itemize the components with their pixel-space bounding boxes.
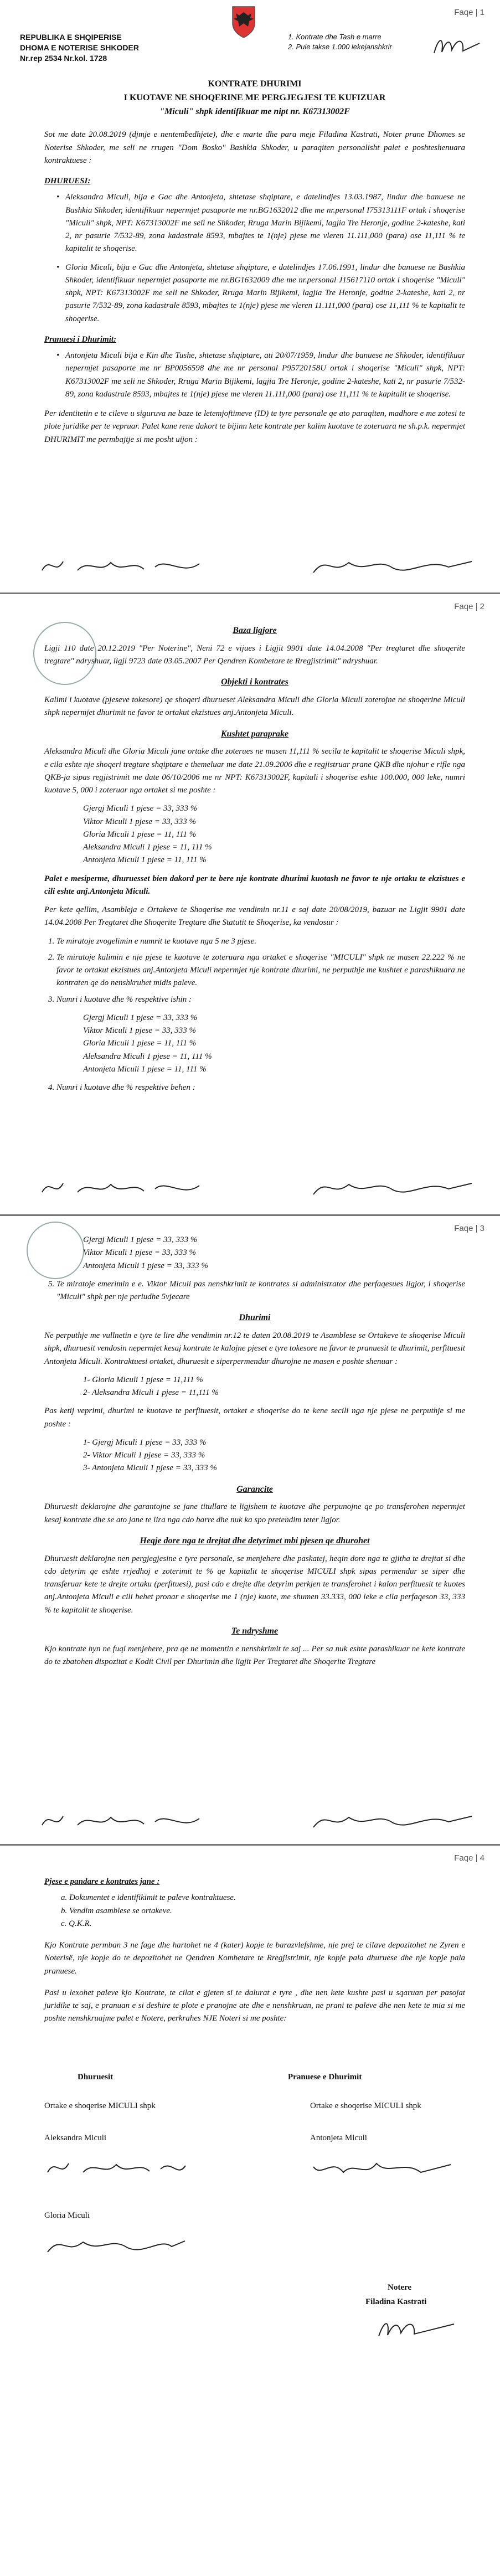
recipient-label: Pranuese e Dhurimit	[288, 2073, 362, 2082]
share-item: Gjergj Miculi 1 pjese = 33, 333 %	[83, 1235, 198, 1244]
share-item: Viktor Miculi 1 pjese = 33, 333 %	[83, 1248, 196, 1258]
share-item: Viktor Miculi 1 pjese = 33, 333 %	[83, 817, 196, 826]
attached-item: c. Q.K.R.	[61, 1919, 92, 1928]
header-note-2: 2. Pule takse 1.000 lekejanshkrir	[288, 42, 392, 51]
donor-name-2: Gloria Miculi	[44, 2211, 90, 2220]
rights-heading: Heqje dore nga te drejtat dhe detyrimet mbi pjesen qe dhurohet	[140, 1536, 370, 1545]
shares-decision-list	[83, 1012, 465, 1076]
donors-list	[56, 191, 465, 326]
intention-paragraph: Palet e mesiperme, dhuruesset bien dakord per te bere nje kontrate dhurimi kuotash ne favor te nje ortaku te ekzistues e cili eshte anj.Antonjeta Miculi.	[44, 874, 465, 896]
decision-clauses-p3	[56, 1278, 465, 1304]
changes-heading: Te ndryshme	[231, 1626, 279, 1636]
object-paragraph: Kalimi i kuotave (pjeseve tokesore) qe shoqeri dhurueset Aleksandra Miculi dhe Gloria Miculi zoterojne ne shoqerine Miculi shpk nepermjet dhurimit ne favor te ortakut ekzistues anj.Antonjeta Miculi.	[44, 695, 465, 718]
signature-aleksandra-p2	[39, 1176, 205, 1201]
clause-item: 1. Te miratoje zvogelimin e numrit te kuotave nga 5 ne 3 pjese.	[56, 935, 465, 948]
attached-heading: Pjese e pandare e kontrates jane :	[44, 1877, 160, 1886]
document-title: KONTRATE DHURIMI	[208, 79, 302, 89]
share-item: Aleksandra Miculi 1 pjese = 11, 111 %	[83, 843, 212, 852]
share-item: Gloria Miculi 1 pjese = 11, 111 %	[83, 830, 197, 839]
notary-label: Notere	[388, 2283, 412, 2292]
donor-1-item: • Aleksandra Miculi, bija e Gac dhe Antonjeta, shtetase shqiptare, e datelindjes 13.03.1987, lindur dhe banuese ne Bashkia Shkoder, identifikuar nepermjet pasaporte me nr.BG1632012 dhe me nr.personal I75313111F ortak i shoqerise "Miculi" shpk, NPT: K67313002F me seli ne Shkoder, Rruga Marin Bijikemi, lagjia Tre Heronje, godine 2-kateshe, kati 2, nr pasurie 7/532-89, zona kadastrale 8593, mbajtes te 1(nje) pjese me vleren 11.111,000 (para) ose 11,111 % te kapitalit te shoqerise.	[56, 191, 465, 255]
clause-item: 2. Te miratoje kalimin e nje pjese te kuotave te zoteruara nga ortaket e shoqerise "MICULI" shpk ne masen 22.222 % ne favor te ortakut ekzistues anj.Antonjeta Miculi nepermjet nje kontrate dhurimi, ne perputhje me kushtet e parashikuara ne kontraten qe do nenshkruhet midis paleve.	[56, 951, 465, 990]
donation-heading: Dhurimi	[239, 1313, 271, 1323]
clause-item: 3. Numri i kuotave dhe % respektive ishin :	[56, 993, 465, 1006]
signature-aleksandra-p1	[39, 554, 205, 579]
document-company-line: "Miculi" shpk identifikuar me nipt nr. K67313002F	[159, 106, 350, 116]
donors-heading: DHURUESI:	[44, 177, 91, 186]
page-4-body	[44, 1868, 465, 2031]
changes-paragraph: Kjo kontrate hyn ne fuqi menjehere, pra qe ne momentin e nenshkrimit te saj ... Per sa nuk eshte parashikuar ne kete kontrate do te zbatohen dispozitat e Kodit Civil per Dhurimin dhe ligjit Per Tregtaret dhe Shoqerite Tregtare	[44, 1644, 465, 1666]
donor-2-item: • Gloria Miculi, bija e Gac dhe Antonjeta, shtetase shqiptare, e datelindjes 17.06.1991, lindur dhe banuese ne Bashkia Shkoder, identifikuar nepermjet pasaporte me nr.BG1632009 dhe me nr.personal J15617110 ortak i shoqerise "Miculi" shpk, NPT: K67313002F me seli ne Shkoder, Rruga Marin Bijikemi, lagjia Tre Heronje, godine 2-kateshe, kati 2, nr pasurie 7/532-89, zona kadastrale 8593, mbajtes te 1(nje) pjese me vleren 11.111,000 (para) ose 11,111 % te kapitalit te shoqerise.	[56, 261, 465, 326]
shares-before-list	[83, 802, 465, 867]
donor-org-label: Ortake e shoqerise MICULI shpk	[44, 2101, 156, 2110]
donor-label: Dhuruesit	[78, 2073, 114, 2082]
share-item: 2- Aleksandra Miculi 1 pjese = 11,111 %	[83, 1388, 219, 1398]
page-2-body	[44, 616, 465, 1100]
page-2	[0, 594, 500, 1214]
signature-antonjeta-p4	[310, 2156, 454, 2181]
document-subtitle: I KUOTAVE NE SHOQERINE ME PERGJEGJESI TE KUFIZUAR	[123, 92, 386, 102]
header-right	[288, 32, 392, 51]
page-1	[0, 0, 500, 593]
identity-paragraph: Per identitetin e te cileve u siguruva ne baze te letemjoftimeve (ID) te tyre personale qe ato paraqiten, madhore e me zotesi te plote juridike per te vepruar. Palet kane rene dakort te bijinn kete kontrate per kalim kuotave te zoteruara ne sh.p.k. nepermjet DHURIMIT me permbajtje si me posht uijon :	[44, 409, 465, 444]
rights-paragraph: Dhuruesit deklarojne nen pergjegjesine e tyre personale, se menjehere dhe paskatej, heqin dore nga te gjitha te drejtat si dhe cdo detyrim qe eshte rrjedhoj e zoterimit te % qe kapitalit te shoqerise MICULI shpk sipas permendur se siper dhe transferuar kete te drejte ortaku (perfituesi), pasi cdo e drejte dhe detyrim perkjen te transferohet i kalon perfituesit te kuotes anj.Antonjeta Miculi e cili behet pronar e shoqerise me 1 (nje) kuote, me shumen 33.333, 000 leke e cila perfaqeson 33, 333 % te kapitalit te shoqerise.	[44, 1554, 465, 1615]
recipient-heading: Pranuesi i Dhurimit:	[44, 334, 117, 344]
recipient-org-label: Ortake e shoqerise MICULI shpk	[310, 2101, 421, 2110]
preconditions-paragraph: Aleksandra Miculi dhe Gloria Miculi jane ortake dhe zoterues ne masen 11,111 % secila te kapitalit te shoqerise Miculi shpk, e cila eshte nje shoqeri tregtare shqiptare e themeluar me date 21.09.2006 dhe e regjistruar prane QKB dhe njohur e rifle nga QKB-ja sipas regjistrimit me date 06/10/2006 me nr NPT: K67313002F, kapitali i shoqerise eshte 100.000, 000 leke, numri kuotave 5, 000 i zoteruar nga ortaket si me poshte :	[44, 747, 465, 795]
donation-paragraph: Ne perputhje me vullnetin e tyre te lire dhe vendimin nr.12 te daten 20.08.2019 te Asamblese se Ortakeve te shoqerise Miculi shpk, dhuruesit vendosin nepermjet kesaj kontrate te kalojne pjeset e tyre tokesore ne favor te pranuesit te dhurimit, perfituesit Antonjeta Miculi. Kontraktuesi ortaket, dhuruesit e siperpermendur dhurojne ne masen e poshte shenuar :	[44, 1331, 465, 1366]
intro-paragraph: Sot me date 20.08.2019 (djmje e nentembedhjete), dhe e marte dhe para meje Filadina Kastrati, Noter prane Dhomes se Noterise Shkoder, me seli ne rrugen "Dom Bosko" Bashkia Shkoder, u paraqiten personalisht palet e poshteshenuara kontraktuese :	[44, 130, 465, 165]
page-number: Faqe | 2	[454, 602, 484, 611]
recipient-list	[56, 349, 465, 401]
share-item: Antonjeta Miculi 1 pjese = 33, 333 %	[83, 1261, 208, 1270]
final-shares-list	[83, 1436, 465, 1475]
signature-aleksandra-p3	[39, 1809, 205, 1834]
page-number: Faqe | 3	[454, 1224, 484, 1233]
share-item: 1- Gloria Miculi 1 pjese = 11,111 %	[83, 1375, 203, 1384]
signature-gloria-p3	[310, 1809, 476, 1834]
share-item: Gloria Miculi 1 pjese = 11, 111 %	[83, 1039, 197, 1048]
object-heading: Objekti i kontrates	[221, 677, 288, 687]
page-4	[0, 1846, 500, 2576]
share-item: Antonjeta Miculi 1 pjese = 11, 111 %	[83, 856, 207, 865]
page-3	[0, 1216, 500, 1844]
shares-after-list	[83, 1234, 465, 1272]
header-republic: REPUBLIKA E SHQIPERISE	[20, 33, 122, 42]
legal-basis-heading: Baza ligjore	[233, 626, 277, 635]
share-item: Viktor Miculi 1 pjese = 33, 333 %	[83, 1026, 196, 1035]
share-item: Gjergj Miculi 1 pjese = 33, 333 %	[83, 804, 198, 813]
header-left	[20, 32, 139, 64]
clause-item: 5. Te miratoje emerimin e e. Viktor Miculi pas nenshkrimit te kontrates si administrator dhe perfaqesues ligjor, i shoqerise "Miculi" shpk per nje periudhe 5vjecare	[56, 1278, 465, 1304]
share-item: Aleksandra Miculi 1 pjese = 11, 111 %	[83, 1052, 212, 1061]
donor-name-1: Aleksandra Miculi	[44, 2134, 107, 2142]
signature-gloria-p4	[44, 2233, 188, 2259]
share-item: Gjergj Miculi 1 pjese = 33, 333 %	[83, 1013, 198, 1022]
notary-signature-p4	[377, 2316, 460, 2342]
header-reference: Nr.rep 2534 Nr.kol. 1728	[20, 53, 107, 63]
page-number: Faqe | 1	[454, 8, 484, 17]
recipient-item: • Antonjeta Miculi bija e Kin dhe Tushe, shtetase shqiptare, ati 20/07/1959, lindur dhe banuese ne Shkoder, identifikuar nepermjet pasaporte me nr BP0056598 dhe me nr personal P95720158U ortak i shoqerise "Miculi" shpk, NPT: K67313002F me seli ne Shkoder, Rruga Marin Bijikemi, lagjia Tre Heronje, godine 2-kateshe, kati 2, nr pasurie 7/532-89, zona kadastrale 8593, mbajtes te 1(nje) pjese me vleren 11.111,000 (para) ose 11,111 % te kapitalit te shoqerise.	[56, 349, 465, 401]
share-item: Antonjeta Miculi 1 pjese = 11, 111 %	[83, 1064, 207, 1074]
signature-gloria-p1	[310, 554, 476, 579]
share-item: 1- Gjergj Miculi 1 pjese = 33, 333 %	[83, 1438, 207, 1447]
clause-item: 4. Numri i kuotave dhe % respektive behen :	[56, 1081, 465, 1094]
notary-name: Filadina Kastrati	[365, 2297, 427, 2306]
preconditions-heading: Kushtet paraprake	[220, 729, 289, 739]
page-3-body	[44, 1233, 465, 1674]
share-item: 2- Viktor Miculi 1 pjese = 33, 333 %	[83, 1451, 205, 1460]
guarantee-paragraph: Dhuruesit deklarojne dhe garantojne se jane titullare te ligjshem te kuotave dhe perpunojne qe po transferohen nepermjet kesaj kontrate dhe se ato jane te lira nga cdo barre dhe nuk ka spo pretendim teter ligjor.	[44, 1502, 465, 1524]
recipient-name: Antonjeta Miculi	[310, 2134, 367, 2142]
decision-clauses-cont	[56, 1081, 465, 1094]
page-1-body	[44, 78, 465, 452]
attached-item: a. Dokumentet e identifikimit te paleve kontraktuese.	[61, 1893, 236, 1903]
page-number: Faqe | 4	[454, 1853, 484, 1863]
decision-intro: Per kete qellim, Asambleja e Ortakeve te Shoqerise me vendimin nr.11 e saj date 20/08/2019, bazuar ne Ligjit 9901 date 14.04.2008 Per Tregtaret dhe Shoqerite Tregtare dhe Statutit te Shoqerise, ka vendosur :	[44, 905, 465, 928]
guarantee-heading: Garancite	[236, 1484, 273, 1494]
donated-list	[83, 1374, 465, 1400]
reading-paragraph: Pasi u lexohet paleve kjo Kontrate, te cilat e gjeten si te dalurat e tyre , dhe nen kete kushte pasi u sqaruan per pasojat juridike te saj, e pranuan e si deshire te plote e pranojne ate dhe e nenshkruan, ne prani te paleve dhe nen kete te mia si me poshte nenshkruajme palet e Notere, perkrahes NJE Noteri si me poshte:	[44, 1988, 465, 2023]
signature-gloria-p2	[310, 1176, 476, 1201]
signature-aleksandra-p4	[44, 2156, 188, 2181]
header-note-1: 1. Kontrate dhe Tash e marre	[288, 33, 382, 41]
header-chamber: DHOMA E NOTERISE SHKODER	[20, 43, 139, 52]
decision-clauses	[56, 935, 465, 1006]
after-paragraph: Pas ketij veprimi, dhurimi te kuotave te perfituesit, ortaket e shoqerise do te kene secili nga nje pjese ne perputhje si me poshte :	[44, 1407, 465, 1429]
copies-paragraph: Kjo Kontrate permban 3 ne fage dhe hartohet ne 4 (kater) kopje te barazvlefshme, nje prej te cilave depozitohet ne Zyren e Noterisë, nje kopje do te depozitohet ne Qendren Kombetare te Rregjistrimit, nje kopje pala dhuruese dhe nje kopje pala pranuese.	[44, 1941, 465, 1976]
attached-item: b. Vendim asamblese se ortakeve.	[61, 1906, 172, 1915]
attached-list	[61, 1892, 465, 1930]
notary-signature-image	[432, 33, 482, 59]
legal-basis-paragraph: Ligji 110 date 20.12.2019 "Per Noterine", Neni 72 e vijues i Ligjit 9901 date 14.04.2008 "Per tregtaret dhe shoqerite tregtare" ndryshuar, ligji 9723 date 03.05.2007 Per Qendren Kombetare te Rregjistrimit" ndryshuar.	[44, 643, 465, 666]
albanian-eagle-emblem-icon	[227, 4, 260, 39]
share-item: 3- Antonjeta Miculi 1 pjese = 33, 333 %	[83, 1464, 217, 1473]
